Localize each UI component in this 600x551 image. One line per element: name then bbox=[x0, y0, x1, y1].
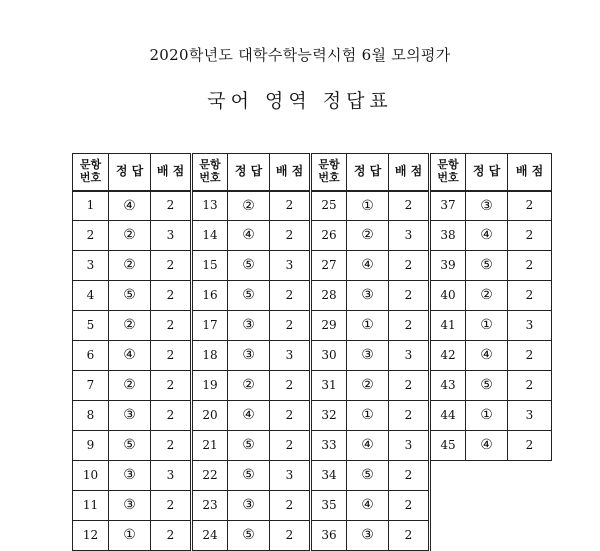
score-cell: 2 bbox=[270, 491, 311, 521]
score-cell: 3 bbox=[151, 461, 192, 491]
answer-cell: ③ bbox=[228, 341, 270, 371]
table-row bbox=[73, 491, 552, 521]
header-score: 배 점 bbox=[508, 154, 552, 191]
score-cell: 2 bbox=[508, 431, 552, 461]
question-number: 18 bbox=[192, 341, 228, 371]
question-number: 13 bbox=[192, 191, 228, 221]
answer-cell: ② bbox=[228, 371, 270, 401]
page-title: 2020학년도 대학수학능력시험 6월 모의평가 bbox=[149, 46, 451, 64]
question-number: 3 bbox=[73, 251, 109, 281]
header-score: 배 점 bbox=[389, 154, 430, 191]
header-number: 문항 번호 bbox=[192, 154, 228, 191]
score-cell: 2 bbox=[389, 191, 430, 221]
answer-cell: ② bbox=[109, 251, 151, 281]
question-number: 37 bbox=[430, 191, 466, 221]
score-cell: 2 bbox=[508, 221, 552, 251]
empty-cell bbox=[430, 461, 552, 491]
score-cell: 3 bbox=[270, 251, 311, 281]
question-number: 44 bbox=[430, 401, 466, 431]
score-cell: 2 bbox=[270, 281, 311, 311]
table-row bbox=[73, 431, 552, 461]
score-cell: 2 bbox=[389, 401, 430, 431]
score-cell: 3 bbox=[270, 461, 311, 491]
header-number: 문항 번호 bbox=[430, 154, 466, 191]
answer-cell: ① bbox=[466, 401, 508, 431]
question-number: 33 bbox=[311, 431, 347, 461]
answer-cell: ⑤ bbox=[109, 281, 151, 311]
answer-cell: ② bbox=[109, 221, 151, 251]
answer-cell: ③ bbox=[466, 191, 508, 221]
table-row bbox=[73, 521, 552, 551]
answer-cell: ⑤ bbox=[466, 371, 508, 401]
answer-cell: ③ bbox=[109, 461, 151, 491]
answer-cell: ④ bbox=[466, 221, 508, 251]
answer-cell: ② bbox=[466, 281, 508, 311]
score-cell: 2 bbox=[389, 521, 430, 551]
question-number: 2 bbox=[73, 221, 109, 251]
header-score: 배 점 bbox=[151, 154, 192, 191]
score-cell: 2 bbox=[151, 431, 192, 461]
score-cell: 2 bbox=[389, 491, 430, 521]
question-number: 24 bbox=[192, 521, 228, 551]
question-number: 41 bbox=[430, 311, 466, 341]
question-number: 28 bbox=[311, 281, 347, 311]
score-cell: 2 bbox=[151, 281, 192, 311]
answer-cell: ④ bbox=[109, 191, 151, 221]
score-cell: 3 bbox=[389, 341, 430, 371]
header-answer: 정 답 bbox=[109, 154, 151, 191]
score-cell: 2 bbox=[389, 311, 430, 341]
answer-table-body bbox=[73, 191, 552, 551]
question-number: 36 bbox=[311, 521, 347, 551]
answer-cell: ② bbox=[109, 311, 151, 341]
answer-cell: ⑤ bbox=[228, 281, 270, 311]
question-number: 8 bbox=[73, 401, 109, 431]
empty-cell bbox=[430, 491, 552, 521]
score-cell: 2 bbox=[151, 251, 192, 281]
question-number: 31 bbox=[311, 371, 347, 401]
table-row bbox=[73, 341, 552, 371]
question-number: 45 bbox=[430, 431, 466, 461]
question-number: 34 bbox=[311, 461, 347, 491]
table-row bbox=[73, 311, 552, 341]
question-number: 11 bbox=[73, 491, 109, 521]
answer-cell: ⑤ bbox=[228, 431, 270, 461]
score-cell: 2 bbox=[270, 311, 311, 341]
answer-cell: ⑤ bbox=[228, 461, 270, 491]
score-cell: 3 bbox=[389, 221, 430, 251]
answer-cell: ④ bbox=[228, 401, 270, 431]
score-cell: 2 bbox=[151, 491, 192, 521]
page-subtitle: 국어 영역 정답표 bbox=[207, 90, 393, 112]
header-answer: 정 답 bbox=[347, 154, 389, 191]
table-row bbox=[73, 251, 552, 281]
answer-cell: ⑤ bbox=[347, 461, 389, 491]
answer-cell: ① bbox=[109, 521, 151, 551]
score-cell: 2 bbox=[508, 191, 552, 221]
question-number: 26 bbox=[311, 221, 347, 251]
question-number: 38 bbox=[430, 221, 466, 251]
question-number: 35 bbox=[311, 491, 347, 521]
table-row bbox=[73, 401, 552, 431]
question-number: 14 bbox=[192, 221, 228, 251]
score-cell: 2 bbox=[151, 191, 192, 221]
score-cell: 3 bbox=[389, 431, 430, 461]
score-cell: 2 bbox=[389, 461, 430, 491]
header-score: 배 점 bbox=[270, 154, 311, 191]
answer-cell: ③ bbox=[109, 491, 151, 521]
answer-cell: ④ bbox=[466, 341, 508, 371]
header-answer: 정 답 bbox=[228, 154, 270, 191]
question-number: 42 bbox=[430, 341, 466, 371]
question-number: 30 bbox=[311, 341, 347, 371]
header-number: 문항 번호 bbox=[73, 154, 109, 191]
question-number: 23 bbox=[192, 491, 228, 521]
answer-cell: ① bbox=[347, 311, 389, 341]
score-cell: 2 bbox=[389, 251, 430, 281]
score-cell: 2 bbox=[151, 521, 192, 551]
question-number: 20 bbox=[192, 401, 228, 431]
header-answer: 정 답 bbox=[466, 154, 508, 191]
answer-cell: ④ bbox=[109, 341, 151, 371]
answer-cell: ⑤ bbox=[228, 521, 270, 551]
question-number: 39 bbox=[430, 251, 466, 281]
answer-cell: ① bbox=[347, 401, 389, 431]
question-number: 17 bbox=[192, 311, 228, 341]
answer-cell: ④ bbox=[228, 221, 270, 251]
answer-cell: ③ bbox=[228, 311, 270, 341]
answer-cell: ① bbox=[466, 311, 508, 341]
score-cell: 2 bbox=[270, 191, 311, 221]
question-number: 4 bbox=[73, 281, 109, 311]
score-cell: 2 bbox=[270, 221, 311, 251]
question-number: 7 bbox=[73, 371, 109, 401]
answer-cell: ④ bbox=[347, 251, 389, 281]
question-number: 25 bbox=[311, 191, 347, 221]
answer-cell: ③ bbox=[347, 341, 389, 371]
answer-cell: ② bbox=[347, 371, 389, 401]
answer-cell: ③ bbox=[109, 401, 151, 431]
table-row bbox=[73, 221, 552, 251]
table-row bbox=[73, 191, 552, 221]
question-number: 40 bbox=[430, 281, 466, 311]
question-number: 19 bbox=[192, 371, 228, 401]
table-row bbox=[73, 371, 552, 401]
score-cell: 2 bbox=[151, 341, 192, 371]
question-number: 29 bbox=[311, 311, 347, 341]
answer-cell: ② bbox=[109, 371, 151, 401]
table-header-row bbox=[73, 154, 552, 191]
score-cell: 2 bbox=[151, 401, 192, 431]
header-number: 문항 번호 bbox=[311, 154, 347, 191]
score-cell: 2 bbox=[151, 371, 192, 401]
answer-cell: ⑤ bbox=[228, 251, 270, 281]
question-number: 6 bbox=[73, 341, 109, 371]
answer-cell: ② bbox=[347, 221, 389, 251]
question-number: 27 bbox=[311, 251, 347, 281]
score-cell: 2 bbox=[508, 371, 552, 401]
score-cell: 2 bbox=[508, 341, 552, 371]
question-number: 15 bbox=[192, 251, 228, 281]
question-number: 32 bbox=[311, 401, 347, 431]
empty-cell bbox=[430, 521, 552, 551]
question-number: 12 bbox=[73, 521, 109, 551]
question-number: 22 bbox=[192, 461, 228, 491]
answer-cell: ④ bbox=[466, 431, 508, 461]
question-number: 1 bbox=[73, 191, 109, 221]
question-number: 21 bbox=[192, 431, 228, 461]
answer-cell: ⑤ bbox=[109, 431, 151, 461]
score-cell: 3 bbox=[270, 341, 311, 371]
score-cell: 2 bbox=[270, 431, 311, 461]
score-cell: 3 bbox=[508, 311, 552, 341]
answer-cell: ④ bbox=[347, 491, 389, 521]
score-cell: 2 bbox=[270, 401, 311, 431]
answer-cell: ③ bbox=[347, 521, 389, 551]
question-number: 9 bbox=[73, 431, 109, 461]
score-cell: 2 bbox=[508, 251, 552, 281]
score-cell: 2 bbox=[270, 371, 311, 401]
answer-cell: ② bbox=[228, 191, 270, 221]
score-cell: 2 bbox=[270, 521, 311, 551]
score-cell: 3 bbox=[508, 401, 552, 431]
question-number: 10 bbox=[73, 461, 109, 491]
answer-cell: ④ bbox=[347, 431, 389, 461]
score-cell: 3 bbox=[151, 221, 192, 251]
score-cell: 2 bbox=[389, 281, 430, 311]
table-row bbox=[73, 461, 552, 491]
table-row bbox=[73, 281, 552, 311]
question-number: 43 bbox=[430, 371, 466, 401]
score-cell: 2 bbox=[151, 311, 192, 341]
question-number: 16 bbox=[192, 281, 228, 311]
answer-cell: ③ bbox=[347, 281, 389, 311]
question-number: 5 bbox=[73, 311, 109, 341]
score-cell: 2 bbox=[389, 371, 430, 401]
answer-cell: ① bbox=[347, 191, 389, 221]
answer-cell: ⑤ bbox=[466, 251, 508, 281]
score-cell: 2 bbox=[508, 281, 552, 311]
answer-cell: ③ bbox=[228, 491, 270, 521]
answer-table bbox=[72, 153, 552, 551]
